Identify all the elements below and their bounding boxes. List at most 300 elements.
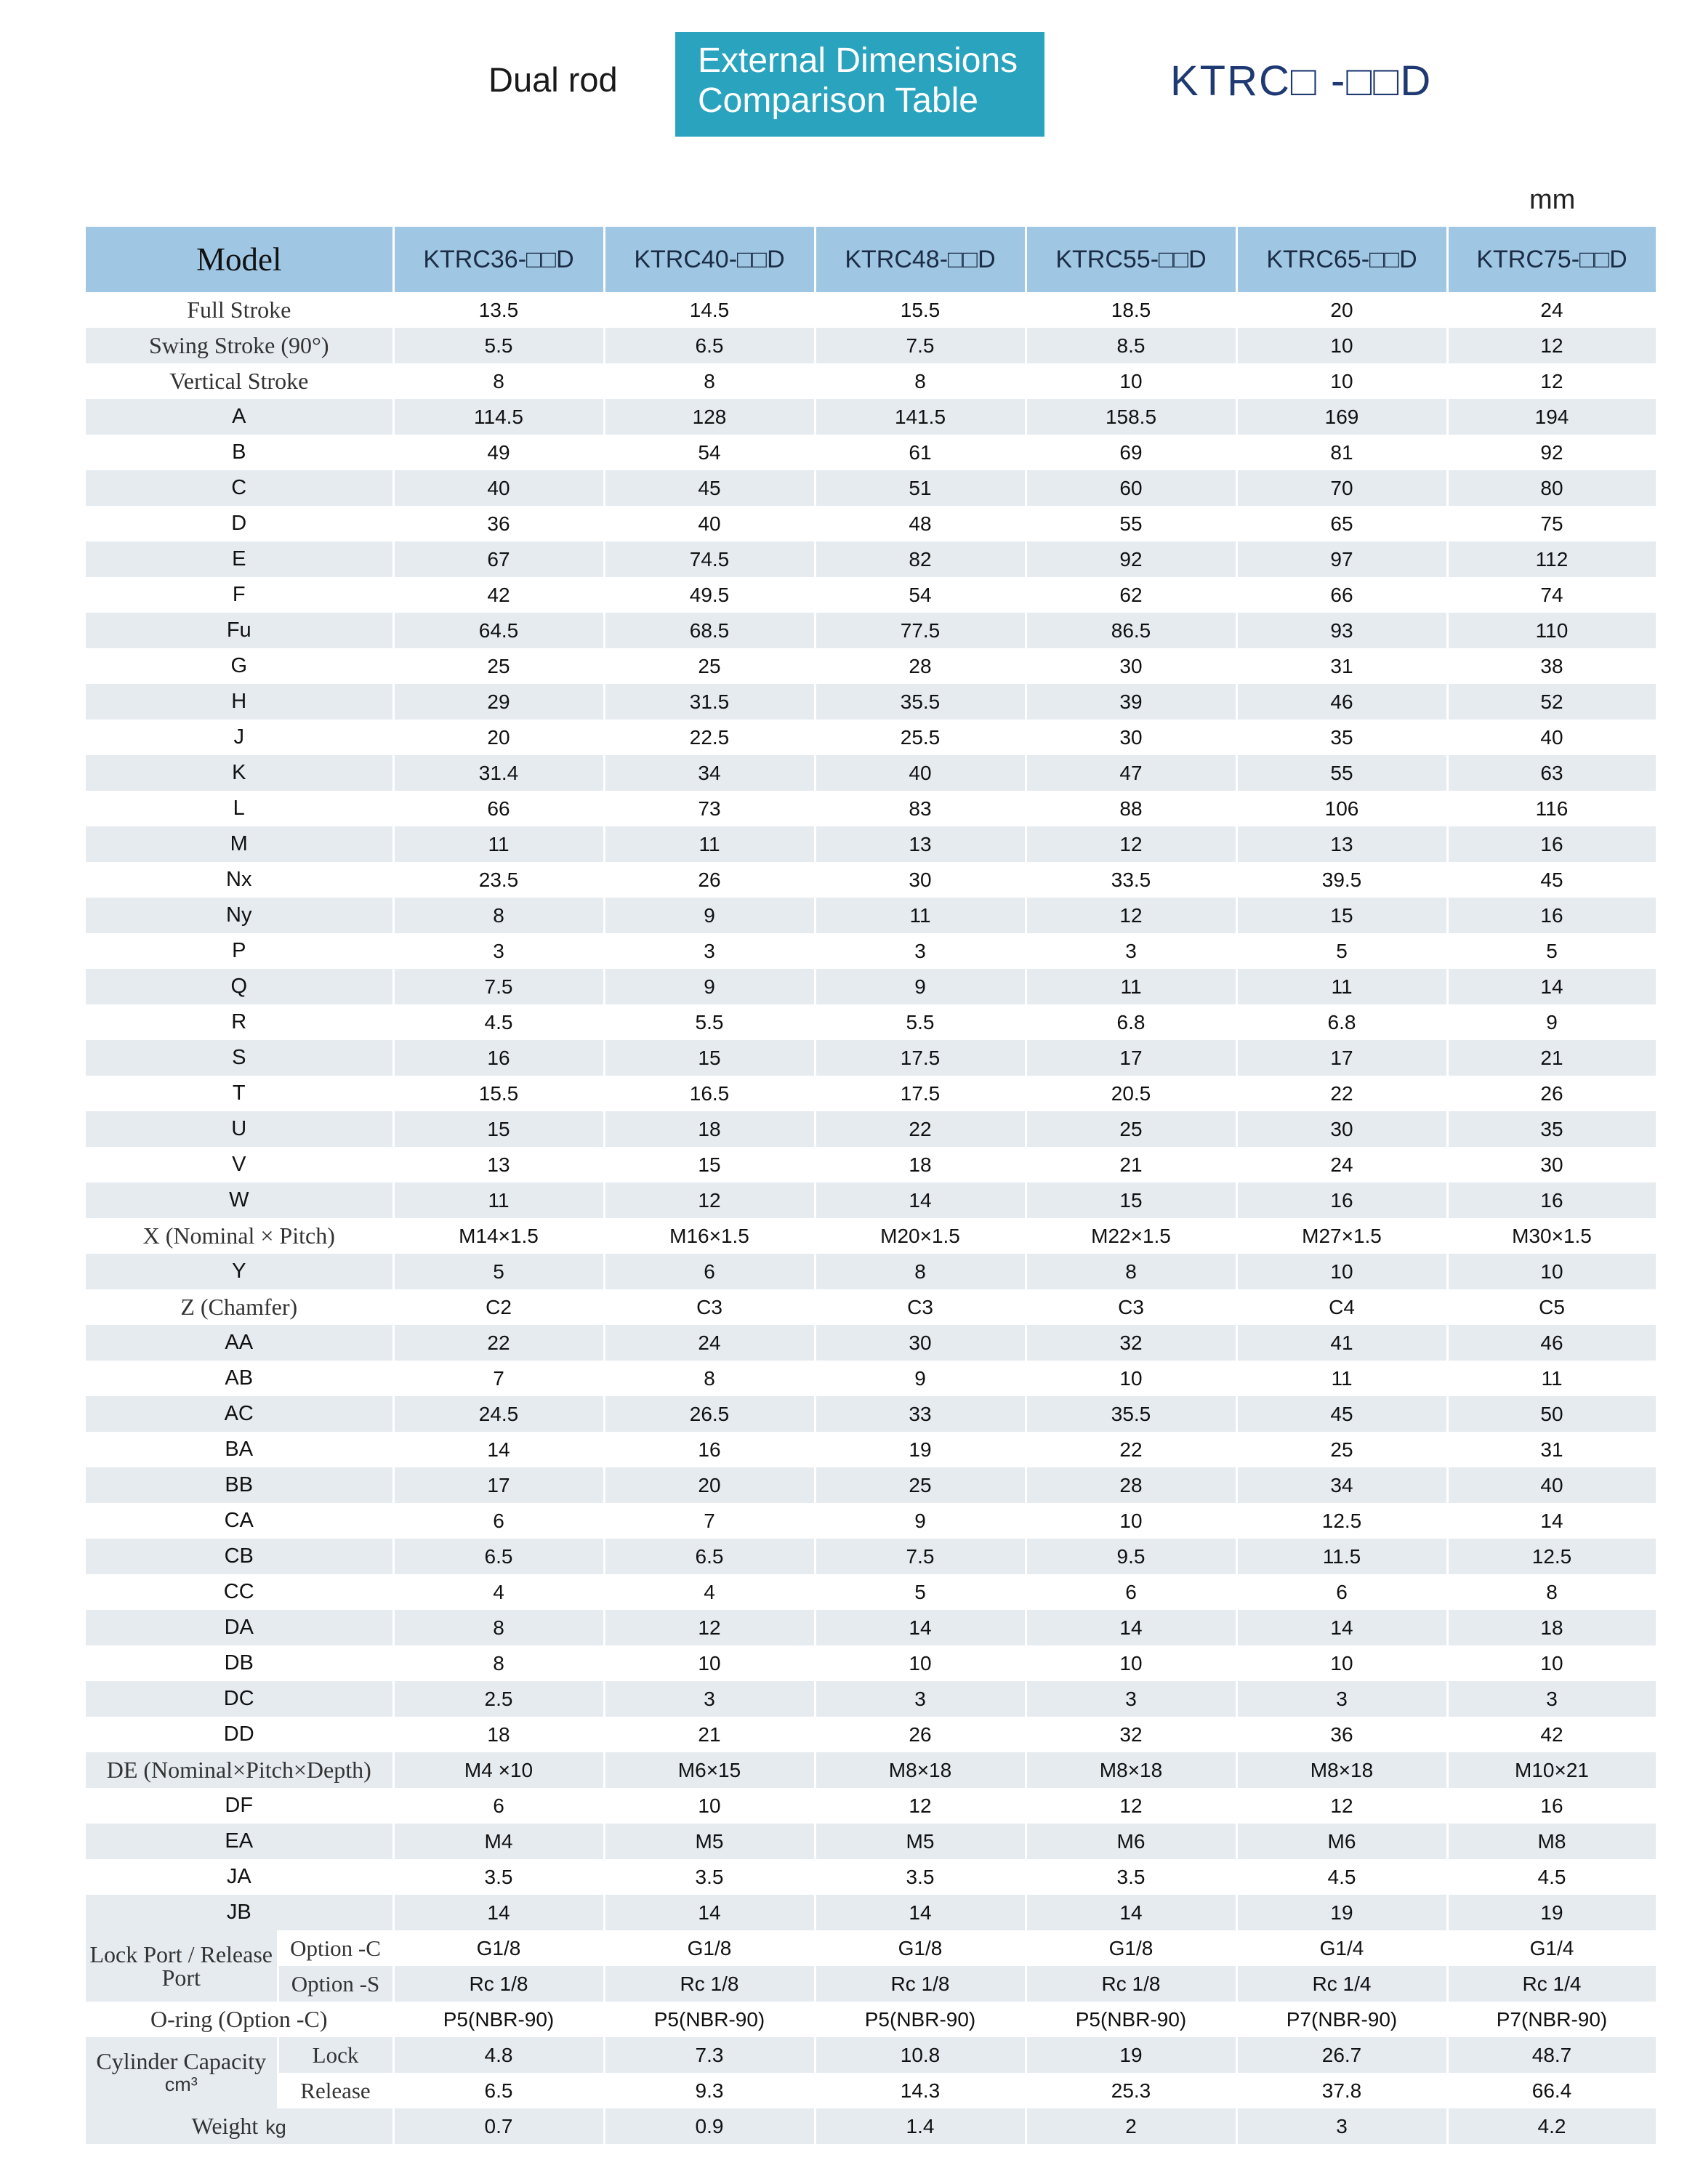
table-cell: M14×1.5 [393,1218,604,1254]
row-label: H [86,684,393,720]
table-cell: 92 [1447,435,1656,470]
row-label: Ny [86,898,393,933]
table-cell: 18 [393,1717,604,1752]
model-column-header: KTRC48-□□D [815,227,1026,292]
table-row [86,1325,1656,1361]
table-cell: 12.5 [1236,1503,1447,1539]
table-cell: 7 [393,1361,604,1396]
table-cell: 11 [1026,969,1236,1004]
row-label: T [86,1076,393,1111]
row-label: DE (Nominal×Pitch×Depth) [86,1752,393,1788]
weight-unit: kg [265,2116,286,2138]
table-row [86,648,1656,684]
row-label: Full Stroke [86,292,393,328]
weight-text: Weight [191,2113,259,2139]
table-cell: 10 [604,1645,815,1681]
port-option-label: Option -S [278,1966,393,2002]
table-cell: 10 [1447,1645,1656,1681]
table-cell: G1/8 [393,1930,604,1966]
table-cell: 116 [1447,791,1656,826]
table-row [86,2002,1656,2037]
table-row [86,1182,1656,1218]
table-cell: 11 [1236,969,1447,1004]
table-cell: 5.5 [604,1004,815,1040]
table-cell: 46 [1236,684,1447,720]
table-cell: 8 [1026,1254,1236,1289]
table-cell: 67 [393,541,604,577]
table-cell: 10.8 [815,2037,1026,2073]
table-cell: 64.5 [393,613,604,648]
table-row [86,1539,1656,1574]
table-cell: 14 [1447,1503,1656,1539]
table-cell: 68.5 [604,613,815,648]
table-cell: 40 [604,506,815,541]
table-cell: 21 [1447,1040,1656,1076]
table-cell: 8 [393,363,604,399]
row-label: S [86,1040,393,1076]
row-label: Q [86,969,393,1004]
table-cell: 10 [1236,363,1447,399]
table-cell: 12 [1026,1788,1236,1824]
table-cell: P5(NBR-90) [393,2002,604,2037]
table-cell: 9.5 [1026,1539,1236,1574]
table-cell: 25 [604,648,815,684]
table-cell: 17 [393,1467,604,1503]
table-cell: 45 [1236,1396,1447,1432]
table-cell: 9 [604,898,815,933]
table-cell: 106 [1236,791,1447,826]
table-cell: 61 [815,435,1026,470]
table-row [86,1432,1656,1467]
table-cell: P7(NBR-90) [1447,2002,1656,2037]
table-cell: G1/4 [1236,1930,1447,1966]
table-cell: P7(NBR-90) [1236,2002,1447,2037]
table-cell: 17 [1236,1040,1447,1076]
table-cell: 30 [1447,1147,1656,1182]
table-cell: Rc 1/4 [1447,1966,1656,2002]
table-cell: 48 [815,506,1026,541]
table-cell: 54 [604,435,815,470]
table-cell: 24.5 [393,1396,604,1432]
row-label: BB [86,1467,393,1503]
table-cell: M30×1.5 [1447,1218,1656,1254]
table-row [86,969,1656,1004]
table-cell: P5(NBR-90) [815,2002,1026,2037]
table-cell: 52 [1447,684,1656,720]
title-badge [675,32,1044,137]
table-cell: 82 [815,541,1026,577]
table-cell: 8 [604,1361,815,1396]
table-cell: 3 [1236,2108,1447,2144]
table-cell: 11 [815,898,1026,933]
row-label: BA [86,1432,393,1467]
row-label: EA [86,1824,393,1859]
table-cell: 50 [1447,1396,1656,1432]
weight-label [86,2108,393,2144]
capacity-sub-label: Lock [278,2037,393,2073]
table-cell: C5 [1447,1289,1656,1325]
table-cell: 5.5 [393,328,604,363]
title-line-1: External Dimensions [698,41,1018,80]
table-cell: 35 [1236,720,1447,755]
table-cell: 45 [1447,862,1656,898]
table-cell: 42 [393,577,604,613]
table-cell: 30 [815,862,1026,898]
table-cell: 8 [393,1610,604,1645]
table-cell: 70 [1236,470,1447,506]
table-cell: Rc 1/4 [1236,1966,1447,2002]
table-cell: 21 [1026,1147,1236,1182]
table-row [86,1824,1656,1859]
table-cell: Rc 1/8 [393,1966,604,2002]
table-cell: 14 [1026,1610,1236,1645]
row-label: DF [86,1788,393,1824]
table-cell: C2 [393,1289,604,1325]
table-row [86,1396,1656,1432]
table-cell: 42 [1447,1717,1656,1752]
table-cell: 14 [815,1895,1026,1930]
table-cell: 97 [1236,541,1447,577]
capacity-group-label [86,2037,278,2108]
table-cell: 3 [393,933,604,969]
table-cell: 75 [1447,506,1656,541]
table-row [86,755,1656,791]
port-option-label: Option -C [278,1930,393,1966]
table-row [86,470,1656,506]
table-cell: 7.3 [604,2037,815,2073]
row-label: X (Nominal × Pitch) [86,1218,393,1254]
table-cell: 8 [604,363,815,399]
table-cell: 10 [1026,1645,1236,1681]
table-row [86,613,1656,648]
table-cell: 7.5 [393,969,604,1004]
table-cell: 14 [815,1182,1026,1218]
table-cell: 83 [815,791,1026,826]
table-cell: 0.9 [604,2108,815,2144]
table-cell: 13 [815,826,1026,862]
table-cell: 15.5 [393,1076,604,1111]
table-cell: 34 [1236,1467,1447,1503]
table-row [86,826,1656,862]
row-label: Z (Chamfer) [86,1289,393,1325]
table-cell: 194 [1447,399,1656,435]
table-cell: 30 [1236,1111,1447,1147]
row-label: L [86,791,393,826]
table-row [86,328,1656,363]
table-cell: 6.8 [1026,1004,1236,1040]
table-cell: 14.3 [815,2073,1026,2108]
row-label: E [86,541,393,577]
table-row [86,1040,1656,1076]
row-label: CA [86,1503,393,1539]
table-row [86,1076,1656,1111]
table-cell: 36 [1236,1717,1447,1752]
row-label: K [86,755,393,791]
table-cell: 16 [1447,1788,1656,1824]
table-cell: 31.5 [604,684,815,720]
table-cell: 8 [815,1254,1026,1289]
table-cell: 1.4 [815,2108,1026,2144]
table-cell: Rc 1/8 [1026,1966,1236,2002]
capacity-sub-label: Release [278,2073,393,2108]
model-column-header: KTRC75-□□D [1447,227,1656,292]
table-row [86,684,1656,720]
table-row [86,1147,1656,1182]
table-cell: 45 [604,470,815,506]
table-cell: 11 [1447,1361,1656,1396]
table-cell: 5 [1236,933,1447,969]
table-cell: 62 [1026,577,1236,613]
table-row [86,1111,1656,1147]
table-cell: 6.8 [1236,1004,1447,1040]
table-cell: 9.3 [604,2073,815,2108]
row-label: Y [86,1254,393,1289]
table-cell: 14 [815,1610,1026,1645]
table-cell: 18 [1447,1610,1656,1645]
table-cell: 40 [815,755,1026,791]
table-cell: 12 [604,1182,815,1218]
table-cell: 35.5 [815,684,1026,720]
table-cell: M6 [1236,1824,1447,1859]
table-cell: 12.5 [1447,1539,1656,1574]
table-cell: 24 [1447,292,1656,328]
table-cell: 80 [1447,470,1656,506]
table-row [86,1218,1656,1254]
table-cell: 14 [393,1432,604,1467]
table-cell: 22 [393,1325,604,1361]
table-row [86,1645,1656,1681]
table-cell: 13 [1236,826,1447,862]
row-label: DA [86,1610,393,1645]
table-cell: 63 [1447,755,1656,791]
table-cell: 15 [604,1147,815,1182]
table-cell: 112 [1447,541,1656,577]
table-cell: 11 [1236,1361,1447,1396]
table-cell: 30 [1026,648,1236,684]
row-label: D [86,506,393,541]
table-header-row [86,227,1656,292]
table-cell: 8.5 [1026,328,1236,363]
table-row [86,2073,1656,2108]
table-row [86,933,1656,969]
table-cell: 38 [1447,648,1656,684]
table-cell: 12 [1236,1788,1447,1824]
row-label: AC [86,1396,393,1432]
table-cell: 14 [393,1895,604,1930]
table-cell: 2 [1026,2108,1236,2144]
row-label: J [86,720,393,755]
table-cell: 15 [393,1111,604,1147]
table-cell: 33.5 [1026,862,1236,898]
row-label: AA [86,1325,393,1361]
table-cell: 32 [1026,1717,1236,1752]
table-cell: 14 [1236,1610,1447,1645]
row-label: Nx [86,862,393,898]
table-cell: P5(NBR-90) [1026,2002,1236,2037]
table-cell: 26 [1447,1076,1656,1111]
table-cell: 12 [1447,363,1656,399]
table-cell: 10 [604,1788,815,1824]
table-cell: 9 [1447,1004,1656,1040]
table-row [86,1788,1656,1824]
table-row [86,1610,1656,1645]
table-cell: C3 [1026,1289,1236,1325]
table-cell: 9 [815,969,1026,1004]
table-cell: 7 [604,1503,815,1539]
table-row [86,1289,1656,1325]
table-cell: M5 [815,1824,1026,1859]
row-label: DB [86,1645,393,1681]
table-cell: 7.5 [815,1539,1026,1574]
row-label: F [86,577,393,613]
table-cell: 39 [1026,684,1236,720]
table-cell: 6.5 [604,328,815,363]
table-cell: 3.5 [604,1859,815,1895]
table-cell: 17.5 [815,1040,1026,1076]
table-cell: P5(NBR-90) [604,2002,815,2037]
table-cell: M4 [393,1824,604,1859]
table-cell: 69 [1026,435,1236,470]
table-cell: 20 [393,720,604,755]
table-cell: 36 [393,506,604,541]
table-row [86,862,1656,898]
table-cell: M6 [1026,1824,1236,1859]
table-cell: 65 [1236,506,1447,541]
table-row [86,1467,1656,1503]
table-cell: 66.4 [1447,2073,1656,2108]
table-cell: 20 [1236,292,1447,328]
table-cell: M6×15 [604,1752,815,1788]
row-label: CC [86,1574,393,1610]
table-body [86,292,1656,2144]
table-cell: 5 [1447,933,1656,969]
table-cell: 81 [1236,435,1447,470]
table-cell: 14 [1026,1895,1236,1930]
table-cell: 24 [1236,1147,1447,1182]
table-cell: 4 [604,1574,815,1610]
table-cell: M16×1.5 [604,1218,815,1254]
table-cell: 15.5 [815,292,1026,328]
table-cell: 21 [604,1717,815,1752]
table-cell: 6 [393,1503,604,1539]
table-cell: Rc 1/8 [815,1966,1026,2002]
table-cell: 23.5 [393,862,604,898]
table-cell: 17 [1026,1040,1236,1076]
product-variant-label: Dual rod [488,60,618,99]
table-cell: 110 [1447,613,1656,648]
table-cell: 10 [1447,1254,1656,1289]
table-cell: 25.5 [815,720,1026,755]
table-cell: 55 [1026,506,1236,541]
table-cell: M5 [604,1824,815,1859]
table-cell: 9 [815,1361,1026,1396]
table-cell: 35.5 [1026,1396,1236,1432]
table-row [86,1966,1656,2002]
table-cell: 26.7 [1236,2037,1447,2073]
table-cell: G1/8 [815,1930,1026,1966]
table-cell: 20 [604,1467,815,1503]
table-row [86,1930,1656,1966]
table-cell: 16 [1447,1182,1656,1218]
table-cell: 158.5 [1026,399,1236,435]
table-cell: 18.5 [1026,292,1236,328]
row-label: Vertical Stroke [86,363,393,399]
table-cell: 3 [815,1681,1026,1717]
table-cell: 35 [1447,1111,1656,1147]
table-cell: 6.5 [604,1539,815,1574]
table-cell: 25.3 [1026,2073,1236,2108]
table-cell: 93 [1236,613,1447,648]
table-cell: 24 [604,1325,815,1361]
table-cell: 15 [604,1040,815,1076]
table-cell: 12 [1026,898,1236,933]
table-cell: 12 [1447,328,1656,363]
table-cell: 16 [393,1040,604,1076]
table-cell: 5 [393,1254,604,1289]
table-cell: 6 [1236,1574,1447,1610]
table-cell: 5 [815,1574,1026,1610]
table-cell: 40 [1447,720,1656,755]
table-cell: 28 [1026,1467,1236,1503]
table-cell: 10 [1236,328,1447,363]
capacity-unit: cm³ [164,2074,198,2095]
table-cell: 26 [604,862,815,898]
table-cell: 8 [393,1645,604,1681]
table-row [86,791,1656,826]
table-cell: 128 [604,399,815,435]
row-label: M [86,826,393,862]
table-cell: 10 [1236,1645,1447,1681]
row-label: JA [86,1859,393,1895]
row-label: JB [86,1895,393,1930]
table-row [86,1503,1656,1539]
table-row [86,1254,1656,1289]
table-cell: 48.7 [1447,2037,1656,2073]
table-cell: 49 [393,435,604,470]
table-cell: 30 [1026,720,1236,755]
table-cell: 10 [1026,363,1236,399]
unit-label: mm [1529,185,1576,215]
table-cell: 16 [1447,826,1656,862]
table-row [86,1717,1656,1752]
table-cell: 6 [393,1788,604,1824]
table-row [86,435,1656,470]
table-row [86,898,1656,933]
row-label: W [86,1182,393,1218]
table-cell: 15 [1236,898,1447,933]
table-cell: 33 [815,1396,1026,1432]
table-cell: M10×21 [1447,1752,1656,1788]
table-cell: 34 [604,755,815,791]
table-cell: 3.5 [815,1859,1026,1895]
table-cell: 29 [393,684,604,720]
table-cell: M8×18 [1026,1752,1236,1788]
table-cell: 74 [1447,577,1656,613]
table-cell: 3.5 [1026,1859,1236,1895]
table-cell: 8 [393,898,604,933]
table-cell: 88 [1026,791,1236,826]
table-row [86,2037,1656,2073]
table-row [86,1361,1656,1396]
table-row [86,577,1656,613]
row-label: C [86,470,393,506]
table-row [86,1681,1656,1717]
table-cell: 3.5 [393,1859,604,1895]
table-cell: M27×1.5 [1236,1218,1447,1254]
table-cell: 66 [1236,577,1447,613]
row-label: G [86,648,393,684]
table-cell: 19 [1447,1895,1656,1930]
